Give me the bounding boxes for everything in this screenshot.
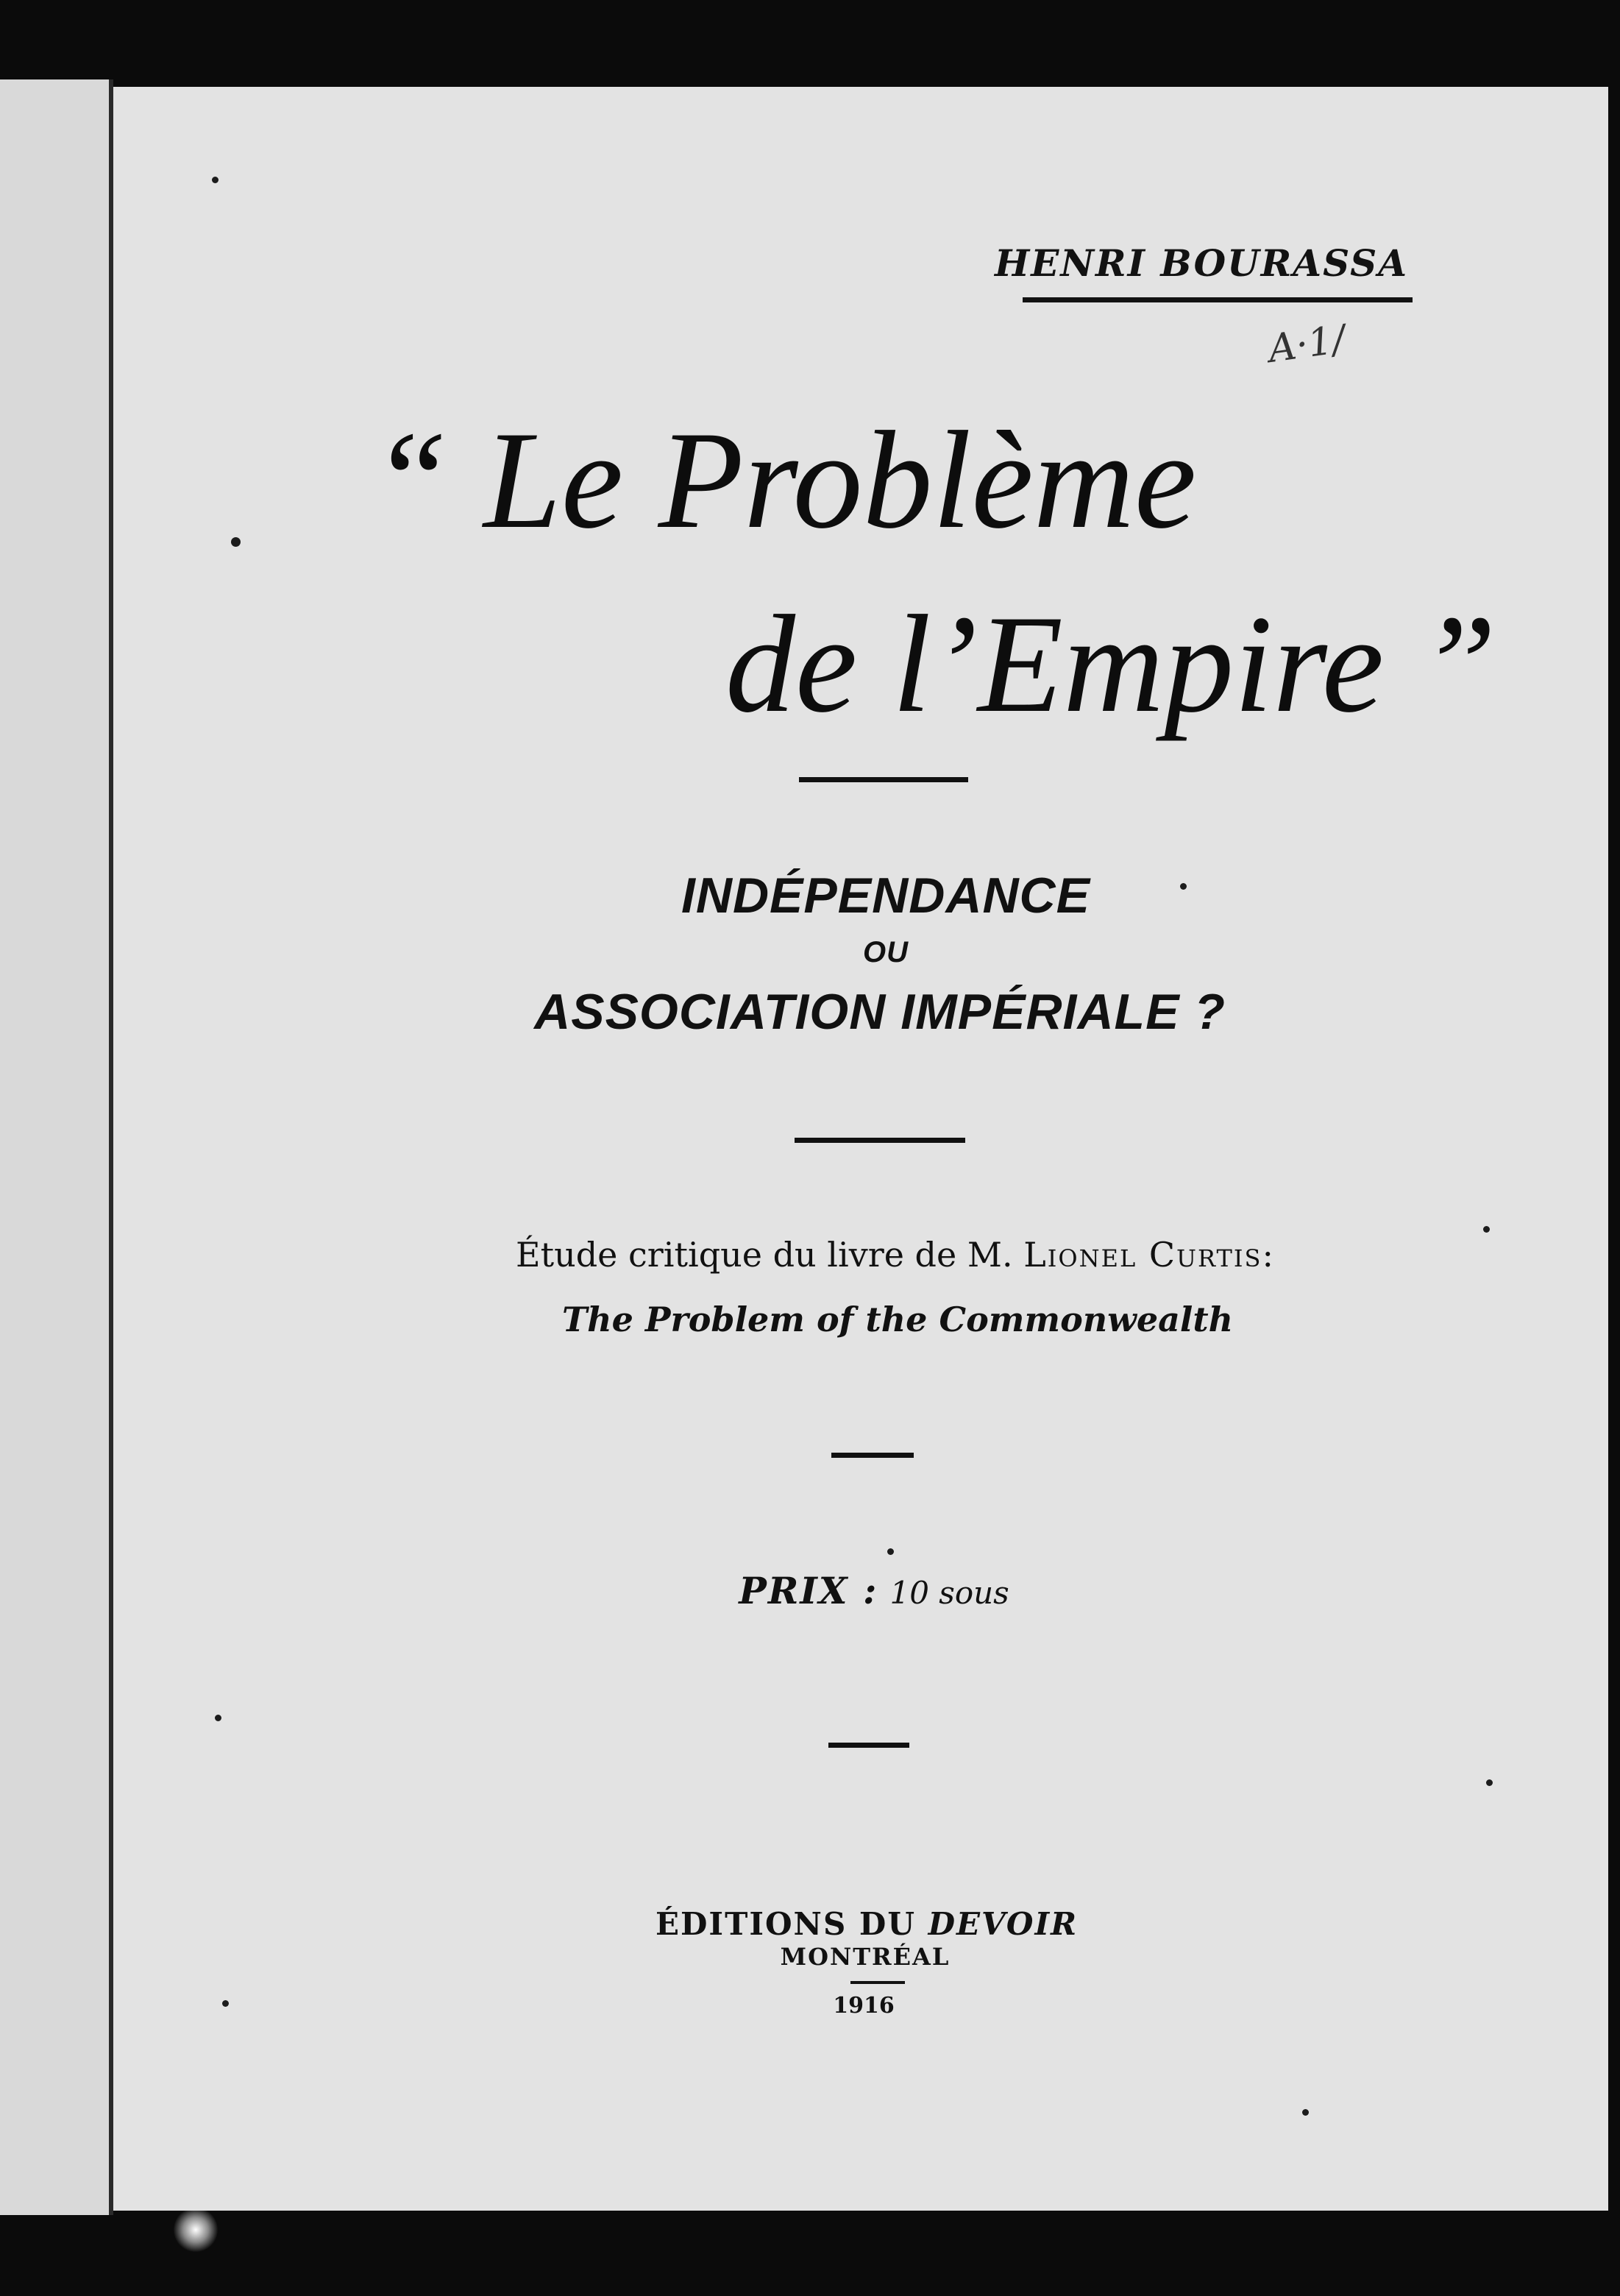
study-prefix: Étude critique du livre de M. bbox=[516, 1235, 1024, 1275]
publication-year: 1916 bbox=[833, 1993, 895, 2019]
handwritten-shelf-mark: A·1/ bbox=[1265, 317, 1349, 372]
study-suffix: : bbox=[1262, 1235, 1273, 1275]
facing-page-edge bbox=[0, 79, 109, 2215]
publication-city: MONTRÉAL bbox=[780, 1943, 951, 1971]
study-author-name: Lionel Curtis bbox=[1023, 1235, 1262, 1275]
paper-speck bbox=[222, 2000, 229, 2007]
paper-speck bbox=[231, 537, 241, 547]
subtitle-line-3: ASSOCIATION IMPÉRIALE ? bbox=[534, 984, 1226, 1040]
paper-speck bbox=[1302, 2109, 1309, 2116]
paper-speck bbox=[215, 1715, 221, 1721]
divider-rule bbox=[799, 777, 968, 782]
light-glare bbox=[174, 2208, 218, 2252]
paper-speck bbox=[1180, 883, 1187, 890]
study-description bbox=[147, 1235, 1620, 1275]
price-value: 10 sous bbox=[889, 1575, 1009, 1611]
price-line bbox=[127, 1569, 1620, 1612]
paper-speck bbox=[887, 1548, 894, 1555]
publisher-prefix: ÉDITIONS DU bbox=[655, 1906, 928, 1942]
price-label: PRIX : bbox=[739, 1569, 878, 1612]
paper-speck bbox=[1483, 1226, 1490, 1233]
publisher-name: DEVOIR bbox=[928, 1906, 1078, 1942]
subtitle-conjunction: OU bbox=[863, 936, 909, 968]
divider-rule bbox=[831, 1453, 914, 1458]
author-name: HENRI BOURASSA bbox=[994, 241, 1408, 285]
divider-rule bbox=[795, 1138, 965, 1143]
paper-speck bbox=[1486, 1779, 1493, 1786]
author-underline bbox=[1023, 297, 1413, 302]
subtitle-line-1: INDÉPENDANCE bbox=[681, 868, 1091, 924]
book-title: The Problem of the Commonwealth bbox=[561, 1300, 1234, 1339]
divider-rule bbox=[828, 1743, 909, 1748]
title-line-1: “ Le Problème bbox=[371, 403, 1197, 558]
paper-speck bbox=[212, 177, 219, 183]
publisher-line bbox=[119, 1906, 1614, 1942]
title-line-2: de l’Empire ” bbox=[725, 587, 1497, 742]
title-page bbox=[113, 87, 1608, 2211]
divider-rule bbox=[850, 1981, 905, 1984]
